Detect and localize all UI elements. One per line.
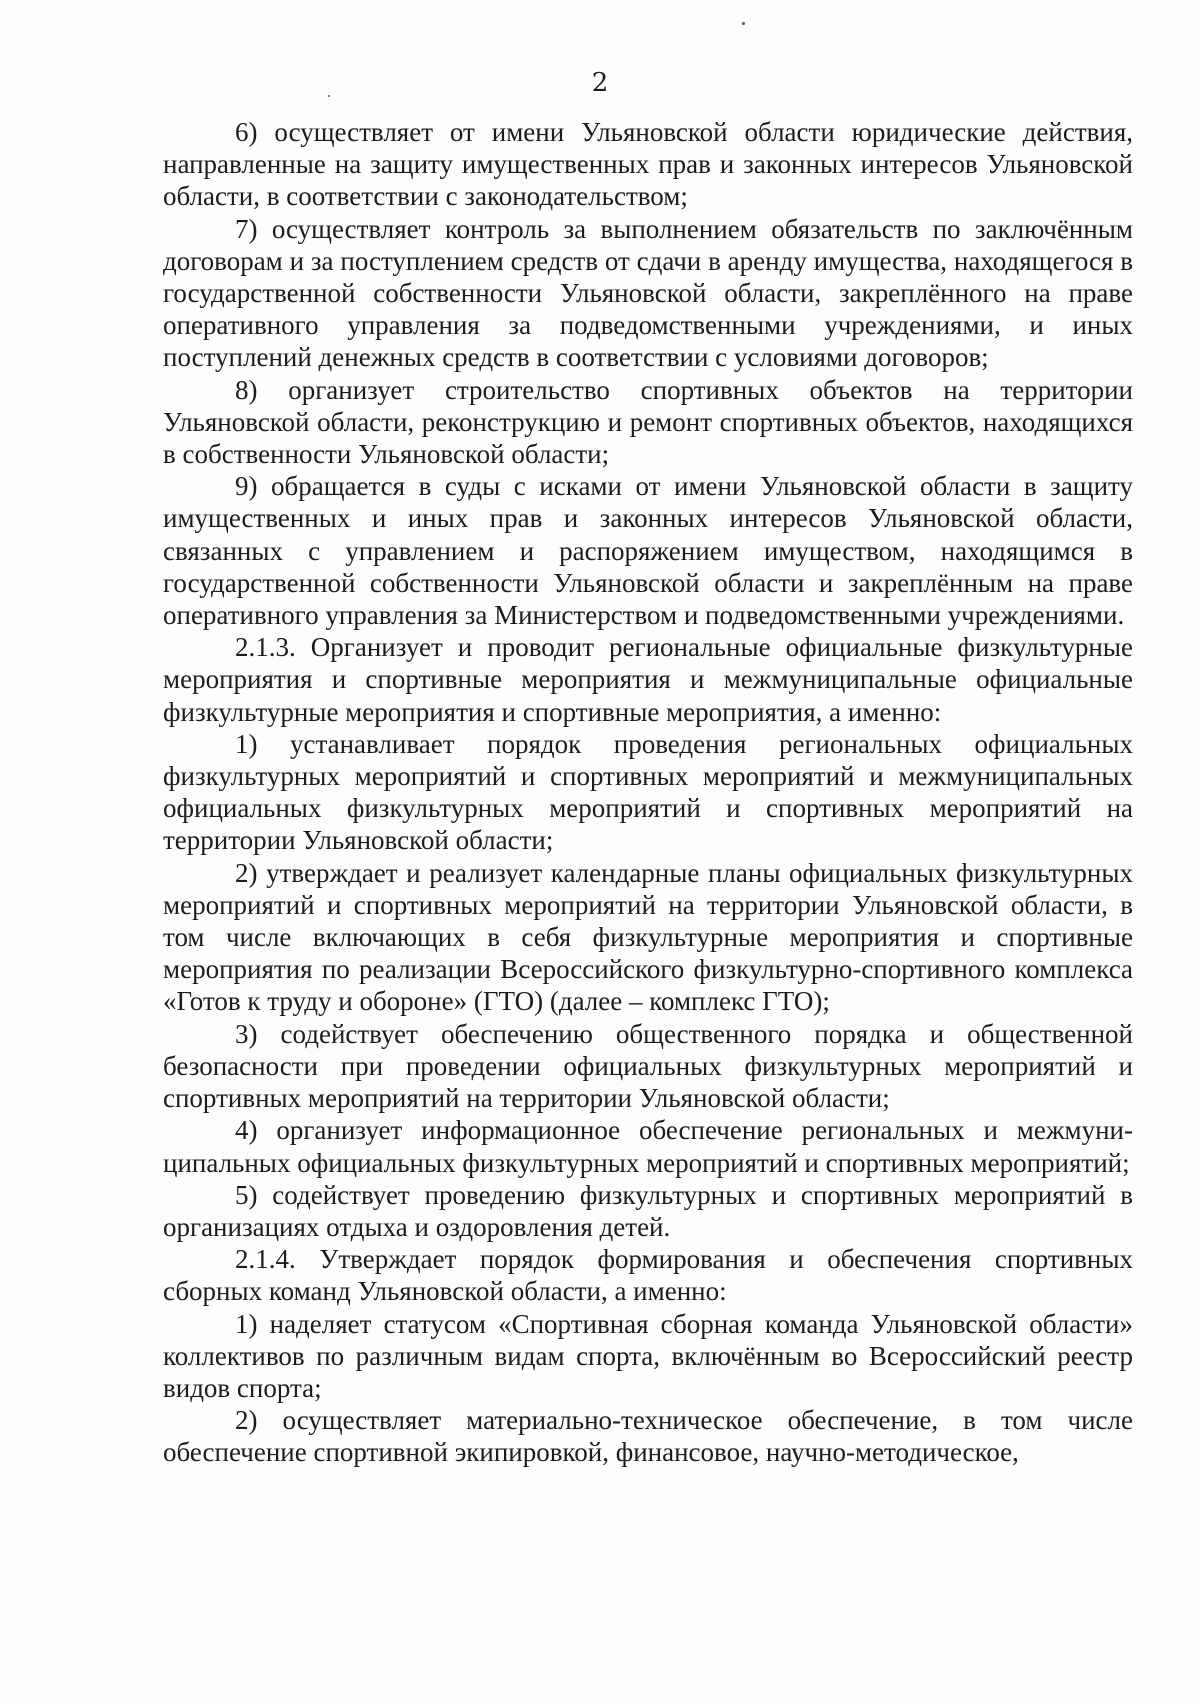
paragraph-item-4: 4) организует информационное обеспечение региональных и межмуниципальных официальных физкультурных мероприятий и спортивных мероприятий;	[163, 1115, 1133, 1178]
paragraph-item-2: 2) осуществляет материально-техническое обеспечение, в том числе обеспечение спортивной экипировкой, финансовое, научно-методическое,	[163, 1405, 1133, 1468]
paragraph-item-7: 7) осуществляет контроль за выполнением обязательств по заключённым договорам и за поступлением средств от сдачи в аренду имущества, находящегося в государственной собственности Ульяновской области, закреплённого на праве оперативного управления за подведомственными учреждениями, и иных поступлений денежных средств в соответствии с условиями договоров;	[163, 213, 1133, 373]
paragraph-item-5: 5) содействует проведению физкультурных и спортивных мероприятий в организациях отдыха и оздоровления детей.	[163, 1179, 1133, 1242]
paragraph-item-1: 1) наделяет статусом «Спортивная сборная команда Ульяновской области» коллективов по различным видам спорта, включённым во Всероссийский реестр видов спорта;	[163, 1308, 1133, 1403]
section-2-1-3: 2.1.3. Организует и проводит региональные официальные физкультурные мероприятия и спортивные мероприятия и межмуниципальные официальные физкультурные мероприятия и спортивные мероприятия, а именно:	[163, 632, 1133, 727]
paragraph-item-1: 1) устанавливает порядок проведения региональных официальных физкультурных мероприятий и спортивных мероприятий и межмуниципальных официальных физкультурных мероприятий и спортивных мероприятий на территории Ульяновской области;	[163, 728, 1133, 856]
paragraph-item-9: 9) обращается в суды с исками от имени Ульяновской области в защиту имущественных и иных прав и законных интересов Ульяновской области, связанных с управлением и распоряжением имуществом, находящимся в государственной собственности Ульяновской области и закреплённым на праве оперативного управления за Министерством и подведомственными учреждениями.	[163, 471, 1133, 631]
document-body	[163, 116, 1133, 1469]
paragraph-item-6: 6) осуществляет от имени Ульяновской области юридические действия, направленные на защиту имущественных прав и законных интересов Ульяновской области, в соответствии с законодательством;	[163, 117, 1133, 212]
section-2-1-4: 2.1.4. Утверждает порядок формирования и обеспечения спортивных сборных команд Ульяновской области, а именно:	[163, 1244, 1133, 1307]
paragraph-item-2: 2) утверждает и реализует календарные планы официальных физкультурных мероприятий и спортивных мероприятий на территории Ульяновской области, в том числе включающих в себя физкультурные мероприятия и спортивные мероприятия по реализации Всероссийского физкультурно-спортивного комплекса «Готов к труду и обороне» (ГТО) (далее – комплекс ГТО);	[163, 857, 1133, 1017]
paragraph-item-8: 8) организует строительство спортивных объектов на территории Ульяновской области, реконструкцию и ремонт спортивных объектов, находящихся в собственности Ульяновской области;	[163, 374, 1133, 470]
scan-speck	[742, 22, 745, 25]
page-number: 2	[591, 68, 609, 98]
paragraph-item-3: 3) содействует обеспечению общественного порядка и общественной безопасности при проведении официальных физкультурных мероприятий и спортивных мероприятий на территории Ульяновской области;	[163, 1018, 1133, 1114]
